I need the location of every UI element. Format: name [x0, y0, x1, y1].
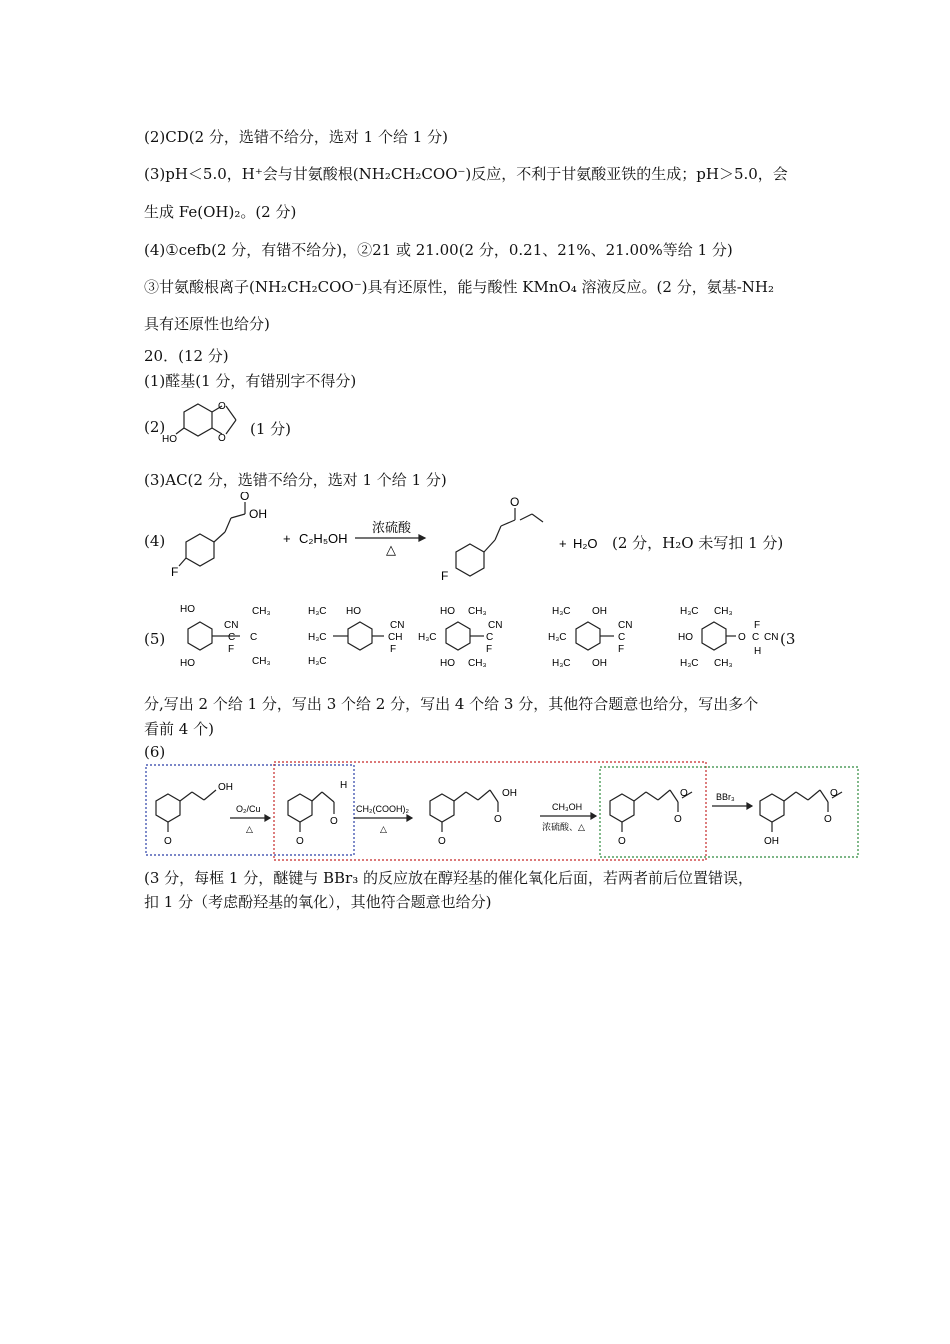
- reagent-malonic-acid: CH₂(COOH)₂: [356, 804, 409, 814]
- ho-label: HO: [162, 434, 177, 445]
- answer-20-6-score: (3 分，每框 1 分，醚键与 BBr₃ 的反应放在醇羟基的催化氧化后面，若两者前后位置错误，: [144, 869, 754, 887]
- answer-20-5-score-start: (3: [780, 630, 796, 648]
- o-label: O: [674, 814, 682, 825]
- oh-label: OH: [764, 836, 779, 847]
- h3c-label: H₃C: [680, 658, 699, 669]
- c-label: C: [618, 632, 626, 643]
- o-label: O: [240, 492, 250, 503]
- o-label: O: [494, 814, 502, 825]
- answer-20-4-label: (4): [144, 532, 166, 550]
- f-label: F: [618, 644, 625, 655]
- c-label: C: [250, 632, 258, 643]
- o-label: O: [218, 433, 226, 444]
- o-label: O: [824, 814, 832, 825]
- cn-label: CN: [618, 620, 633, 631]
- ho-label: HO: [678, 632, 693, 643]
- esterification-reaction: [165, 492, 615, 582]
- h3c-label: H₃C: [308, 606, 327, 617]
- ch3-label: CH₃: [252, 656, 271, 667]
- h3c-label: H₃C: [308, 632, 327, 643]
- h3c-label: H₃C: [418, 632, 437, 643]
- answer-19-3-cont: 生成 Fe(OH)₂。(2 分): [144, 203, 297, 221]
- isomer-structures: [168, 600, 778, 672]
- f-label: F: [228, 644, 235, 655]
- oh-label: OH: [502, 788, 517, 799]
- f-label: F: [754, 620, 761, 631]
- answer-19-2: (2)CD(2 分，选错不给分，选对 1 个给 1 分): [144, 128, 448, 146]
- plus-sign: +: [559, 536, 567, 551]
- ho-label: HO: [440, 606, 455, 617]
- h3c-label: H₃C: [552, 606, 571, 617]
- o-label: O: [296, 836, 304, 847]
- answer-19-4: (4)①cefb(2 分，有错不给分)，②21 或 21.00(2 分，0.21、21%、21.00%等给 1 分): [144, 241, 733, 259]
- ho-label: HO: [180, 604, 195, 615]
- h3c-label: H₃C: [548, 632, 567, 643]
- h-label: H: [754, 646, 762, 657]
- ho-label: HO: [440, 658, 455, 669]
- c-label: C: [752, 632, 760, 643]
- cn-label: CN: [488, 620, 503, 631]
- answer-20-2-structure: [160, 396, 250, 448]
- ch3-label: CH₃: [252, 606, 271, 617]
- cn-label: CN: [390, 620, 405, 631]
- ho-label: HO: [180, 658, 195, 669]
- o-label: O: [830, 788, 838, 799]
- reagent-bbr3: BBr₃: [716, 792, 735, 802]
- ch3-label: CH₃: [468, 606, 487, 617]
- oh-label: OH: [592, 606, 607, 617]
- answer-20-5-label: (5): [144, 630, 166, 648]
- o-label: O: [510, 495, 520, 509]
- o-label: O: [738, 632, 746, 643]
- answer-20-6-label: (6): [144, 743, 166, 761]
- reagent-o2cu: O₂/Cu: [236, 804, 261, 814]
- oh-label: OH: [218, 782, 233, 793]
- answer-19-4-3-cont: 具有还原性也给分): [144, 315, 270, 333]
- cn-label: CN: [764, 632, 778, 643]
- f-label: F: [390, 644, 397, 655]
- o-label: O: [330, 816, 338, 827]
- c-label: C: [228, 632, 236, 643]
- ch3-label: CH₃: [714, 658, 733, 669]
- box-step-2: [274, 762, 706, 860]
- synthesis-route: [140, 760, 865, 862]
- condition-acid-heat: 浓硫酸、△: [542, 822, 585, 832]
- f-label: F: [441, 569, 449, 582]
- condition-conc-h2so4: 浓硫酸: [372, 520, 412, 535]
- condition-heat: △: [246, 824, 253, 834]
- ethanol-formula: C₂H₅OH: [299, 531, 348, 546]
- o-label: O: [218, 401, 226, 412]
- question-20-header: 20．(12 分): [144, 347, 229, 365]
- answer-20-6-score-cont: 扣 1 分（考虑酚羟基的氧化），其他符合题意也给分): [144, 893, 492, 911]
- ch3-label: CH₃: [714, 606, 733, 617]
- ch-label: CH: [388, 632, 403, 643]
- cn-label: CN: [224, 620, 239, 631]
- box-step-3: [600, 767, 858, 857]
- h3c-label: H₃C: [308, 656, 327, 667]
- answer-19-3: (3)pH＜5.0，H⁺会与甘氨酸根(NH₂CH₂COO⁻)反应，不利于甘氨酸亚铁的生成；pH＞5.0，会: [144, 165, 788, 183]
- o-label: O: [680, 788, 688, 799]
- condition-heat: △: [380, 824, 387, 834]
- f-label: F: [171, 565, 179, 579]
- answer-19-4-3: ③甘氨酸根离子(NH₂CH₂COO⁻)具有还原性，能与酸性 KMnO₄ 溶液反应。(2 分，氨基-NH₂: [144, 278, 775, 296]
- reagent-methanol: CH₃OH: [552, 802, 583, 812]
- h3c-label: H₃C: [680, 606, 699, 617]
- answer-20-2-label: (2): [144, 418, 166, 436]
- oh-label: OH: [249, 507, 267, 521]
- answer-20-3: (3)AC(2 分，选错不给分，选对 1 个给 1 分): [144, 471, 447, 489]
- answer-20-1: (1)醛基(1 分，有错别字不得分): [144, 372, 357, 390]
- o-label: O: [438, 836, 446, 847]
- o-label: O: [164, 836, 172, 847]
- oh-label: OH: [592, 658, 607, 669]
- h3c-label: H₃C: [552, 658, 571, 669]
- ch3-label: CH₃: [468, 658, 487, 669]
- condition-heat: △: [386, 542, 396, 557]
- water-formula: H₂O: [573, 536, 598, 551]
- h-label: H: [340, 780, 348, 791]
- o-label: O: [618, 836, 626, 847]
- answer-20-5-score-cont: 看前 4 个): [144, 720, 214, 738]
- answer-20-4-score: (2 分，H₂O 未写扣 1 分): [612, 534, 784, 552]
- answer-20-5-score: 分,写出 2 个给 1 分，写出 3 个给 2 分，写出 4 个给 3 分，其他符合题意也给分，写出多个: [144, 695, 759, 713]
- plus-sign: +: [283, 531, 291, 546]
- answer-20-2-score: (1 分): [250, 420, 292, 438]
- c-label: C: [486, 632, 494, 643]
- ho-label: HO: [346, 606, 361, 617]
- f-label: F: [486, 644, 493, 655]
